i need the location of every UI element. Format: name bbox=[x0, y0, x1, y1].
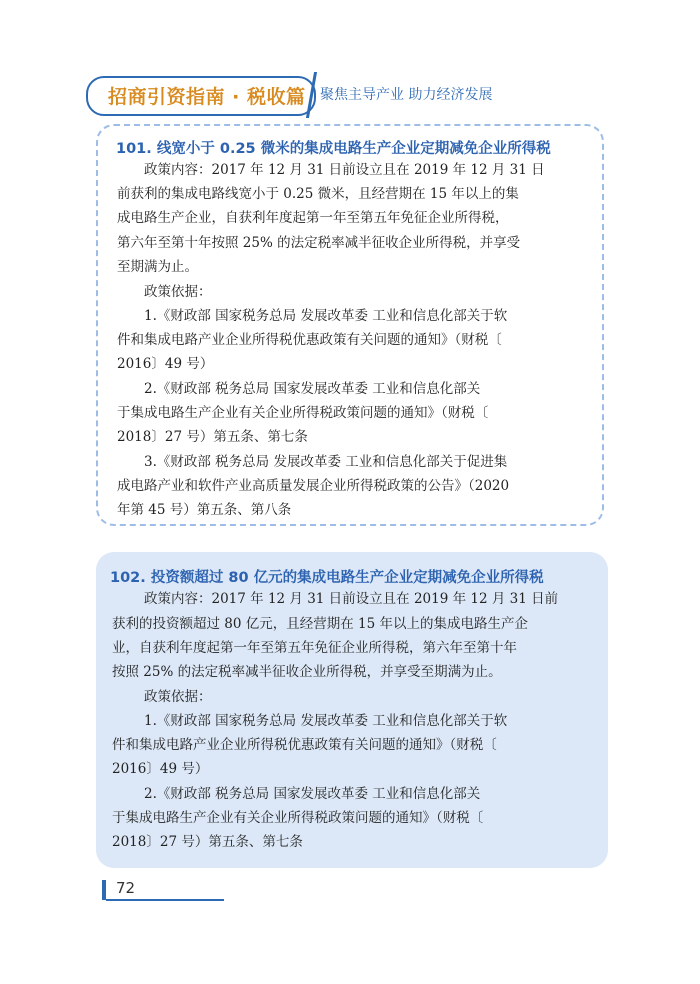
paragraph-line: 业，自获利年度起第一年至第五年免征企业所得税，第六年至第十年 bbox=[112, 640, 517, 656]
paragraph-line: 于集成电路生产企业有关企业所得税政策问题的通知》（财税〔 bbox=[117, 405, 489, 421]
paragraph-line: 前获利的集成电路线宽小于 0.25 微米，且经营期在 15 年以上的集 bbox=[117, 186, 519, 202]
page-number-marker bbox=[102, 880, 106, 900]
paragraph-line: 政策内容：2017 年 12 月 31 日前设立且在 2019 年 12 月 31 日 bbox=[144, 162, 545, 178]
paragraph-line: 成电路生产企业，自获利年度起第一年至第五年免征企业所得税， bbox=[117, 210, 509, 226]
paragraph-line: 政策内容：2017 年 12 月 31 日前设立且在 2019 年 12 月 31 日前 bbox=[144, 591, 559, 607]
paragraph-line: 2018〕27 号）第五条、第七条 bbox=[117, 429, 308, 445]
banner-title: 招商引资指南 · 税收篇 bbox=[108, 86, 306, 108]
paragraph-line: 1.《财政部 国家税务总局 发展改革委 工业和信息化部关于软 bbox=[144, 713, 508, 729]
paragraph-line: 按照 25% 的法定税率减半征收企业所得税，并享受至期满为止。 bbox=[112, 664, 502, 680]
paragraph-line: 2016〕49 号） bbox=[117, 356, 214, 372]
paragraph-line: 1.《财政部 国家税务总局 发展改革委 工业和信息化部关于软 bbox=[144, 308, 508, 324]
paragraph-line: 于集成电路生产企业有关企业所得税政策问题的通知》（财税〔 bbox=[112, 810, 484, 826]
paragraph-line: 2018〕27 号）第五条、第七条 bbox=[112, 834, 303, 850]
paragraph-line: 2016〕49 号） bbox=[112, 761, 209, 777]
paragraph-line: 获利的投资额超过 80 亿元，且经营期在 15 年以上的集成电路生产企 bbox=[112, 616, 529, 632]
paragraph-line: 件和集成电路产业企业所得税优惠政策有关问题的通知》（财税〔 bbox=[112, 737, 497, 753]
paragraph-line: 2.《财政部 税务总局 国家发展改革委 工业和信息化部关 bbox=[144, 786, 481, 802]
page-number: 72 bbox=[116, 879, 136, 897]
header-banner bbox=[86, 76, 316, 116]
paragraph-line: 件和集成电路产业企业所得税优惠政策有关问题的通知》（财税〔 bbox=[117, 332, 502, 348]
paragraph-line: 年第 45 号）第五条、第八条 bbox=[117, 502, 292, 518]
section-heading-101: 101. 线宽小于 0.25 微米的集成电路生产企业定期减免企业所得税 bbox=[116, 141, 551, 157]
paragraph-line: 成电路产业和软件产业高质量发展企业所得税政策的公告》（2020 bbox=[117, 478, 510, 494]
footer-rule bbox=[106, 899, 224, 901]
paragraph-line: 政策依据： bbox=[144, 689, 212, 705]
paragraph-line: 政策依据： bbox=[144, 284, 212, 300]
paragraph-line: 2.《财政部 税务总局 国家发展改革委 工业和信息化部关 bbox=[144, 381, 481, 397]
section-heading-102: 102. 投资额超过 80 亿元的集成电路生产企业定期减免企业所得税 bbox=[110, 570, 544, 586]
paragraph-line: 至期满为止。 bbox=[117, 259, 198, 275]
paragraph-line: 第六年至第十年按照 25% 的法定税率减半征收企业所得税，并享受 bbox=[117, 235, 521, 251]
paragraph-line: 3.《财政部 税务总局 发展改革委 工业和信息化部关于促进集 bbox=[144, 454, 508, 470]
banner-subtitle: 聚焦主导产业 助力经济发展 bbox=[320, 87, 493, 103]
